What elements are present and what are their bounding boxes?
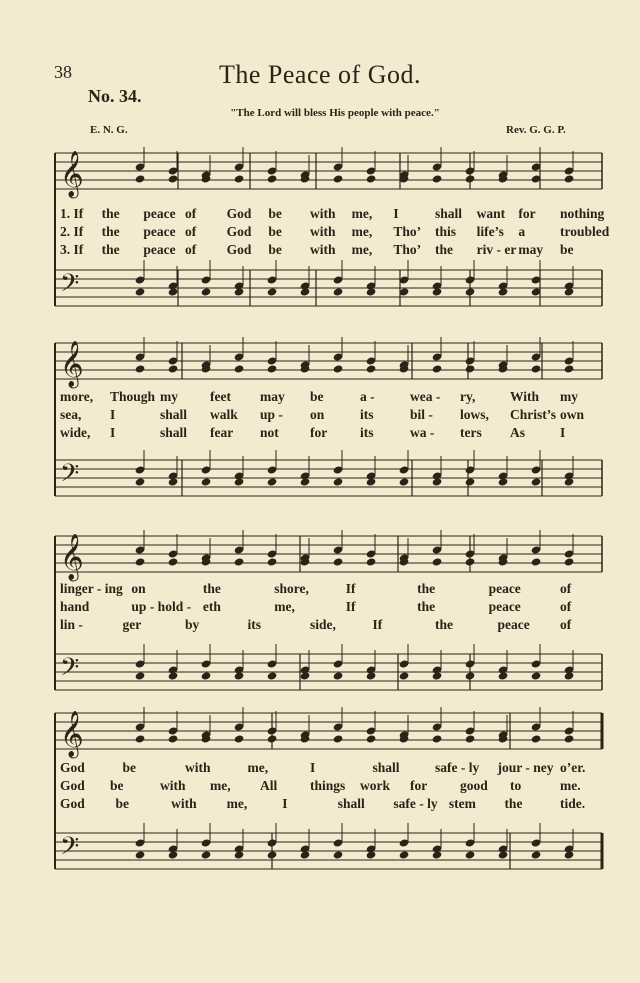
lyric-word: me, — [351, 242, 373, 257]
note-head — [267, 477, 278, 486]
note-head — [366, 671, 377, 680]
lyric-word: of — [560, 599, 572, 614]
lyric-word: may — [260, 389, 285, 404]
lyric-line — [60, 206, 605, 223]
note-head — [267, 364, 278, 373]
treble-clef-icon: 𝄞 — [60, 711, 84, 757]
lyric-word: the — [504, 796, 523, 811]
note-head — [366, 734, 377, 743]
lyric-word: more, — [60, 389, 94, 404]
note-head — [135, 671, 146, 680]
lyric-word: peace — [143, 224, 176, 239]
note-head — [432, 671, 443, 680]
lyric-line — [60, 389, 600, 406]
note-head — [498, 671, 509, 680]
lyric-word: own — [560, 407, 585, 422]
note-head — [366, 174, 377, 183]
lyric-word: of — [560, 581, 572, 596]
lyric-word: If — [372, 617, 383, 632]
lyric-line — [60, 617, 600, 634]
scripture-motto: "The Lord will bless His people with peace." — [230, 107, 440, 119]
lyric-word: Christ’s — [510, 407, 556, 422]
lyric-word: me, — [247, 760, 269, 775]
note-head — [432, 850, 443, 859]
lyric-word: be — [560, 242, 574, 257]
lyric-word: good — [460, 778, 488, 793]
lyric-word: I — [110, 425, 116, 440]
lyric-word: peace — [143, 206, 176, 221]
note-head — [465, 287, 476, 296]
note-head — [135, 477, 146, 486]
note-head — [531, 671, 542, 680]
note-head — [168, 287, 179, 296]
lyric-line — [60, 599, 600, 616]
note-head — [498, 287, 509, 296]
lyric-word: lin - — [60, 617, 83, 632]
note-head — [432, 174, 443, 183]
note-head — [300, 287, 311, 296]
lyric-word: God — [226, 242, 252, 257]
lyric-word: me. — [560, 778, 581, 793]
lyric-word: 3. If — [60, 242, 84, 257]
note-head — [531, 557, 542, 566]
lyric-word: the — [101, 224, 120, 239]
lyric-word: with — [310, 242, 336, 257]
lyric-word: I — [393, 206, 399, 221]
lyric-word: with — [171, 796, 197, 811]
lyric-word: want — [476, 206, 506, 221]
lyric-word: shall — [372, 760, 400, 775]
lyric-line — [60, 760, 600, 777]
lyric-word: me, — [210, 778, 231, 793]
note-head — [135, 364, 146, 373]
note-head — [333, 364, 344, 373]
lyric-word: With — [510, 389, 540, 404]
bass-clef-icon: 𝄢 — [60, 269, 80, 304]
note-head — [564, 287, 575, 296]
lyric-word: 2. If — [60, 224, 84, 239]
lyric-word: feet — [210, 389, 231, 404]
hymn-number: No. 34. — [88, 86, 142, 106]
note-head — [201, 671, 212, 680]
lyric-word: of — [185, 242, 197, 257]
note-head — [234, 671, 245, 680]
note-head — [201, 287, 212, 296]
lyric-word: not — [260, 425, 279, 440]
note-head — [234, 850, 245, 859]
note-head — [267, 287, 278, 296]
lyric-line — [60, 796, 600, 813]
lyric-word: eth — [202, 599, 221, 614]
lyric-line — [60, 581, 600, 598]
lyric-word: shall — [337, 796, 365, 811]
note-head — [267, 850, 278, 859]
lyric-word: a - — [360, 389, 375, 404]
note-head — [333, 734, 344, 743]
lyric-word: fear — [210, 425, 234, 440]
lyric-word: 1. If — [60, 206, 84, 221]
note-head — [465, 850, 476, 859]
treble-clef-icon: 𝄞 — [60, 151, 84, 197]
lyric-word: to — [510, 778, 522, 793]
lyric-word: Tho’ — [393, 242, 422, 257]
note-head — [531, 364, 542, 373]
hymn-title: The Peace of God. — [219, 60, 421, 89]
note-head — [564, 174, 575, 183]
lyric-word: wa - — [410, 425, 435, 440]
lyric-word: I — [282, 796, 288, 811]
note-head — [564, 477, 575, 486]
lyric-word: If — [345, 581, 356, 596]
lyric-word: God — [226, 224, 252, 239]
lyric-word: sea, — [60, 407, 82, 422]
note-head — [168, 850, 179, 859]
bass-clef-icon: 𝄢 — [60, 653, 80, 688]
lyric-word: with — [310, 224, 336, 239]
note-head — [300, 850, 311, 859]
note-head — [267, 671, 278, 680]
lyric-word: me, — [274, 599, 295, 614]
lyric-word: the — [435, 242, 453, 257]
lyric-word: peace — [488, 581, 521, 596]
lyric-word: If — [345, 599, 356, 614]
note-head — [201, 850, 212, 859]
lyric-line — [60, 224, 610, 241]
lyric-word: God — [226, 206, 252, 221]
lyric-word: safe - ly — [435, 760, 480, 775]
note-head — [564, 557, 575, 566]
note-head — [135, 557, 146, 566]
note-head — [564, 850, 575, 859]
lyric-word: walk — [210, 407, 238, 422]
lyric-word: the — [417, 581, 436, 596]
note-head — [267, 557, 278, 566]
note-head — [399, 850, 410, 859]
note-head — [234, 557, 245, 566]
note-head — [135, 287, 146, 296]
lyric-word: nothing — [560, 206, 605, 221]
note-head — [432, 287, 443, 296]
lyric-word: peace — [497, 617, 530, 632]
lyric-word: the — [202, 581, 221, 596]
note-head — [234, 364, 245, 373]
lyric-word: my — [160, 389, 178, 404]
lyric-word: things — [310, 778, 346, 793]
note-head — [267, 174, 278, 183]
words-credit: Rev. G. G. P. — [506, 124, 566, 136]
lyric-word: may — [518, 242, 544, 257]
lyric-word: God — [60, 778, 85, 793]
lyric-word: be — [110, 778, 124, 793]
note-head — [168, 557, 179, 566]
note-head — [465, 174, 476, 183]
lyric-word: hand — [60, 599, 90, 614]
lyric-word: be — [268, 206, 282, 221]
lyric-word: stem — [448, 796, 476, 811]
note-head — [432, 364, 443, 373]
lyric-word: riv - er — [476, 242, 517, 257]
lyric-word: peace — [488, 599, 521, 614]
note-head — [168, 364, 179, 373]
lyric-word: its — [360, 407, 374, 422]
note-head — [135, 734, 146, 743]
lyric-word: life’s — [476, 224, 504, 239]
lyric-word: its — [360, 425, 374, 440]
lyric-word: be — [268, 242, 282, 257]
note-head — [333, 850, 344, 859]
lyric-word: ry, — [460, 389, 476, 404]
note-head — [564, 671, 575, 680]
treble-clef-icon: 𝄞 — [60, 341, 84, 387]
note-head — [300, 671, 311, 680]
note-head — [465, 477, 476, 486]
lyric-word: me, — [226, 796, 248, 811]
lyric-word: Tho’ — [393, 224, 422, 239]
lyric-word: work — [360, 778, 390, 793]
lyric-word: All — [260, 778, 278, 793]
music-credit: E. N. G. — [90, 124, 128, 136]
lyric-word: safe - ly — [393, 796, 438, 811]
lyric-word: jour - ney — [497, 760, 554, 775]
lyric-word: this — [435, 224, 457, 239]
note-head — [498, 850, 509, 859]
lyric-word: the — [101, 242, 120, 257]
lyric-word: up - hold - — [131, 599, 192, 614]
lyric-line — [60, 425, 600, 442]
note-head — [333, 477, 344, 486]
note-head — [531, 850, 542, 859]
lyric-word: the — [417, 599, 436, 614]
page-number: 38 — [54, 62, 72, 82]
note-head — [300, 477, 311, 486]
note-head — [135, 850, 146, 859]
note-head — [267, 734, 278, 743]
lyric-word: of — [560, 617, 572, 632]
lyric-word: a — [518, 224, 526, 239]
note-head — [234, 734, 245, 743]
lyric-word: troubled — [560, 224, 610, 239]
note-head — [465, 557, 476, 566]
lyric-word: lows, — [460, 407, 489, 422]
lyric-word: its — [247, 617, 261, 632]
note-head — [234, 477, 245, 486]
lyric-word: for — [410, 778, 428, 793]
lyric-line — [60, 407, 600, 424]
lyric-word: o’er. — [560, 760, 586, 775]
lyric-word: shall — [160, 425, 188, 440]
lyric-line — [60, 778, 600, 795]
note-head — [564, 364, 575, 373]
lyric-word: be — [310, 389, 324, 404]
note-head — [465, 734, 476, 743]
note-head — [333, 671, 344, 680]
lyric-word: As — [510, 425, 526, 440]
lyric-word: Though — [110, 389, 156, 404]
note-head — [333, 557, 344, 566]
note-head — [168, 671, 179, 680]
note-head — [531, 477, 542, 486]
lyric-word: ger — [122, 617, 142, 632]
note-head — [333, 174, 344, 183]
lyric-word: shall — [435, 206, 463, 221]
note-head — [366, 477, 377, 486]
lyric-word: shall — [160, 407, 188, 422]
note-head — [234, 287, 245, 296]
lyric-word: with — [310, 206, 336, 221]
note-head — [366, 287, 377, 296]
note-head — [399, 477, 410, 486]
lyric-word: of — [185, 206, 197, 221]
lyric-word: peace — [143, 242, 176, 257]
lyric-word: God — [60, 760, 85, 775]
lyric-word: be — [268, 224, 282, 239]
lyric-word: the — [435, 617, 453, 632]
note-head — [168, 174, 179, 183]
lyric-word: on — [310, 407, 325, 422]
lyric-word: bil - — [410, 407, 433, 422]
lyric-word: linger - ing — [60, 581, 123, 596]
bass-clef-icon: 𝄢 — [60, 832, 80, 867]
lyric-word: I — [310, 760, 316, 775]
lyric-word: be — [115, 796, 130, 811]
note-head — [564, 734, 575, 743]
lyric-word: for — [518, 206, 536, 221]
note-head — [366, 364, 377, 373]
note-head — [432, 477, 443, 486]
note-head — [168, 734, 179, 743]
note-head — [465, 364, 476, 373]
lyric-word: tide. — [560, 796, 586, 811]
lyric-word: be — [122, 760, 136, 775]
lyric-word: me, — [351, 224, 373, 239]
note-head — [498, 477, 509, 486]
lyric-word: I — [560, 425, 566, 440]
treble-clef-icon: 𝄞 — [60, 534, 84, 580]
lyric-word: I — [110, 407, 116, 422]
lyric-word: on — [131, 581, 146, 596]
lyric-word: shore, — [274, 581, 309, 596]
note-head — [432, 734, 443, 743]
note-head — [531, 734, 542, 743]
lyric-word: me, — [351, 206, 373, 221]
lyric-word: side, — [310, 617, 336, 632]
bass-clef-icon: 𝄢 — [60, 459, 80, 494]
note-head — [135, 174, 146, 183]
note-head — [399, 671, 410, 680]
lyric-word: up - — [260, 407, 283, 422]
note-head — [201, 477, 212, 486]
note-head — [333, 287, 344, 296]
lyric-word: with — [160, 778, 186, 793]
note-head — [168, 477, 179, 486]
lyric-word: of — [185, 224, 197, 239]
note-head — [234, 174, 245, 183]
lyric-word: for — [310, 425, 328, 440]
lyric-word: the — [101, 206, 120, 221]
lyric-word: my — [560, 389, 578, 404]
note-head — [432, 557, 443, 566]
lyric-word: God — [60, 796, 85, 811]
lyric-word: with — [185, 760, 211, 775]
lyric-word: by — [185, 617, 200, 632]
note-head — [465, 671, 476, 680]
note-head — [366, 557, 377, 566]
lyric-word: wea - — [410, 389, 441, 404]
lyric-word: ters — [460, 425, 482, 440]
lyric-line — [60, 242, 600, 259]
lyric-word: wide, — [60, 425, 91, 440]
note-head — [366, 850, 377, 859]
